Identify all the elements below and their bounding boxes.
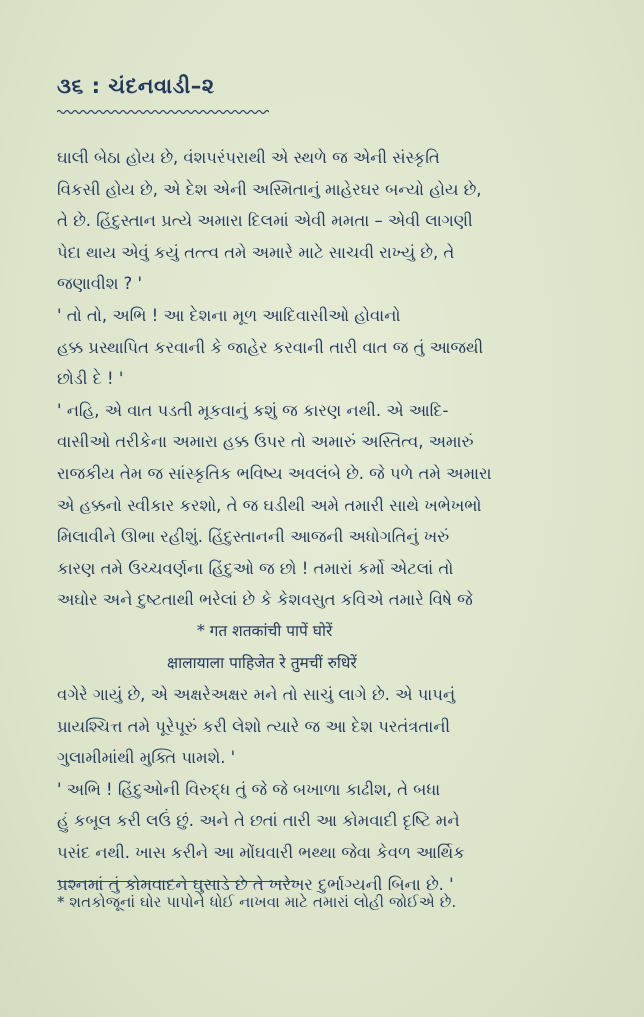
text-line: વગેરે ગાયું છે, એ અક્ષરેઅક્ષર મને તો સાચું લાગે છે. એ પાપનું [57,685,456,705]
text-line: વાસીઓ તરીકેના અમારા હક્ક ઉપર તો અમારું અસ્તિત્વ, અમારું [57,432,474,452]
page-number: ૩૬ [57,74,84,98]
text-line: અઘોર અને દુષ્ટતાથી ભરેલાં છે કે કેશવસુત કવિએ તમારે વિષે જે [57,590,473,610]
text-line: ગુલામીમાંથી મુક્તિ પામશે. ' [57,748,236,768]
text-line: ઘાલી બેઠા હોય છે, વંશપરંપરાથી એ સ્થળે જ એની સંસ્કૃતિ [57,148,440,167]
text-line: પસંદ નથી. ખાસ કરીને આ મોંઘવારી ભથ્થા જેવા કેવળ આર્થિક [57,843,465,863]
text-line: હક્ક પ્રસ્થાપિત કરવાની કે જાહેર કરવાની તારી વાત જ તું આજથી [57,337,484,357]
book-title: ચંદનવાડી–૨ [108,74,215,98]
header-separator: : [91,74,101,98]
footnote: * શતકોજૂનાં ઘોર પાપોને ધોઈ નાખવા માટે તમારાં લોહી જોઈએ છે. [57,893,457,911]
verse-line: क्षालायाला पाहिजेत रे तुमचीं रुधिरें [167,653,357,672]
text-line: છોડી દે ! ' [57,369,124,389]
header-wavy-rule [57,109,269,115]
text-line: પેદા થાય એવું કયું તત્ત્વ તમે અમારે માટે સાચવી રાખ્યું છે, તે [57,242,455,262]
text-line: ' તો તો, અભિ ! આ દેશના મૂળ આદિવાસીઓ હોવાનો [57,305,401,325]
running-header [57,74,215,99]
text-line: ' નહિ, એ વાત પડતી મૂકવાનું કશું જ કારણ નથી. એ આદિ- [57,400,449,420]
text-line: રાજકીય તેમ જ સાંસ્કૃતિક ભવિષ્ય અવલંબે છે. જે પળે તમે અમારા [57,463,492,483]
text-line: હું કબૂલ કરી લઉં છું. અને તે છતાં તારી આ કોમવાદી દૃષ્ટિ મને [57,811,460,831]
footnote-divider [57,881,299,882]
text-line: ' અભિ ! હિંદુઓની વિરુદ્ધ તું જે જે બખાળા કાઢીશ, તે બધા [57,779,441,799]
text-line: જણાવીશ ? ' [57,274,142,294]
text-line: પ્રશ્નમાં તું કોમવાદને ઘુસાડે છે તે ખરેખર દુર્ભાગ્યની બિના છે. ' [57,874,454,894]
body-text [57,142,597,900]
text-line: એ હક્કનો સ્વીકાર કરશો, તે જ ઘડીથી અમે તમારી સાથે ખભેખભો [57,495,482,515]
text-line: કારણ તમે ઉચ્ચવર્ણના હિંદુઓ જ છો ! તમારાં કર્મો એટલાં તો [57,558,454,578]
text-line: વિકસી હોય છે, એ દેશ એની અસ્મિતાનું માહેરઘર બન્યો હોય છે, [57,179,482,199]
verse-line: * गत शतकांची पापें घोरें [197,621,333,640]
text-line: મિલાવીને ઊભા રહીશું. હિંદુસ્તાનની આજની અધોગતિનું ખરું [57,527,450,547]
text-line: તે છે. હિંદુસ્તાન પ્રત્યે અમારા દિલમાં એવી મમતા – એવી લાગણી [57,211,473,231]
text-line: પ્રાયશ્ચિત્ત તમે પૂરેપૂરું કરી લેશો ત્યારે જ આ દેશ પરતંત્રતાની [57,716,451,736]
